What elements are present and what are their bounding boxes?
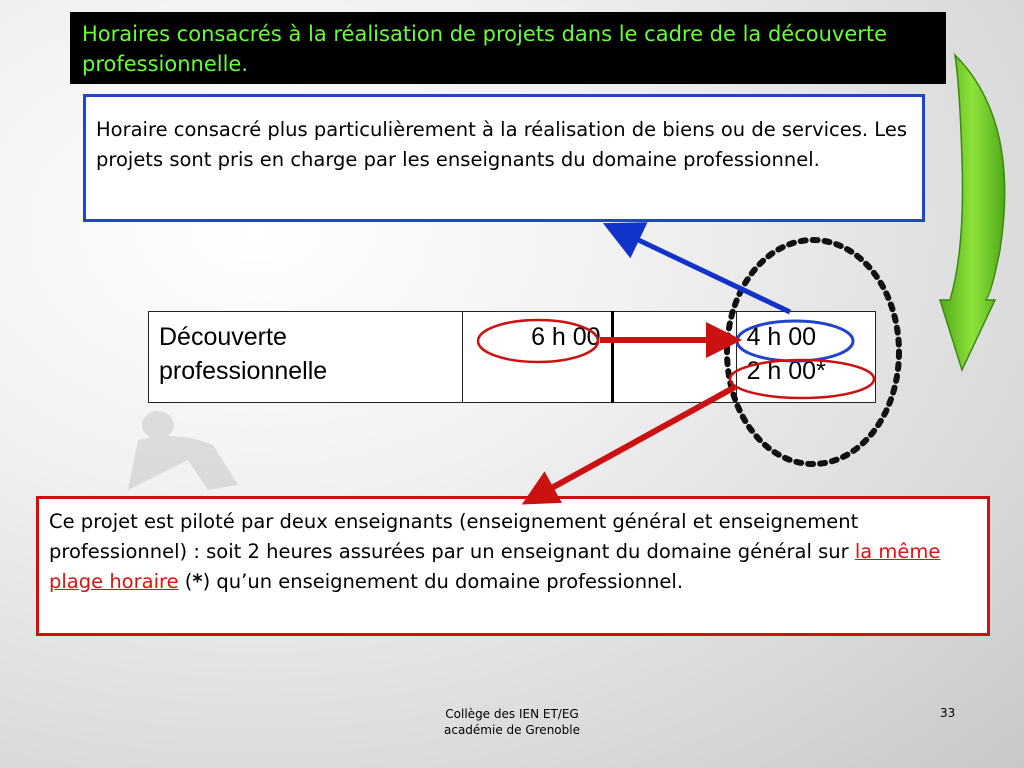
slide-title: Horaires consacrés à la réalisation de projets dans le cadre de la découverte professionnelle.: [82, 22, 888, 76]
red-ellipse-highlight: [730, 360, 874, 398]
asterisk-mark: *: [192, 570, 203, 593]
dotted-ellipse-highlight: [727, 240, 899, 464]
explanation-part-1: Ce projet est piloté par deux enseignants (enseignement général et enseignement professionnel) : soit 2 heures assurées par un enseignant du domaine général sur: [49, 510, 859, 563]
red-down-arrow-icon: [548, 387, 735, 490]
red-ellipse-total: [478, 320, 598, 362]
blue-ellipse-highlight: [737, 321, 853, 361]
blue-arrow-icon: [630, 236, 790, 312]
subject-cell: Découverte professionnelle: [149, 312, 463, 403]
footer-line-2: académie de Grenoble: [444, 723, 580, 737]
same-time-slot-link[interactable]: la même plage horaire: [49, 540, 941, 593]
footer: [380, 706, 644, 738]
footer-line-1: Collège des IEN ET/EG: [445, 707, 579, 721]
explanation-part-3: ) qu’un enseignement du domaine professionnel.: [202, 570, 684, 593]
split-hours-1: 4 h 00: [746, 323, 817, 351]
green-curved-arrow-icon: [940, 55, 1005, 370]
project-description-text: Horaire consacré plus particulièrement à la réalisation de biens ou de services. Les projets sont pris en charge par les enseignants du domaine professionnel.: [96, 118, 907, 171]
split-hours-2: 2 h 00*: [746, 357, 826, 385]
page-number: 33: [940, 706, 956, 720]
explanation-part-2: (: [178, 570, 193, 593]
total-hours-cell: 6 h 00: [462, 312, 612, 403]
